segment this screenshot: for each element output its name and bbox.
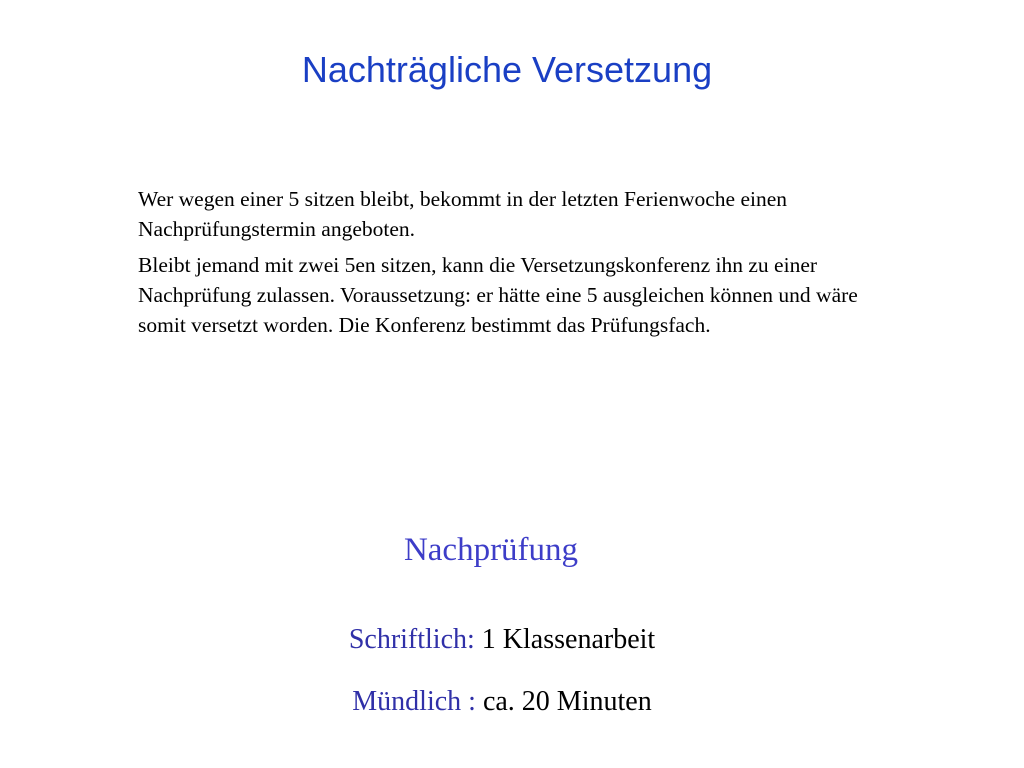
subheading-nachpruefung: Nachprüfung <box>403 532 579 568</box>
body-text <box>138 184 898 346</box>
exam-written-label: Schriftlich: <box>348 624 482 655</box>
exam-oral-line <box>0 684 1004 720</box>
exam-written-line <box>0 622 1004 658</box>
paragraph-two-fives: Bleibt jemand mit zwei 5en sitzen, kann die Versetzungskonferenz ihn zu einer Nachprüfung zulassen. Voraussetzung: er hätte eine 5 ausgleichen können und wäre somit versetzt worden. Die Konferenz bestimmt das Prüfungsfach. <box>138 253 858 337</box>
exam-written-value: 1 Klassenarbeit <box>481 624 656 655</box>
exam-oral-label: Mündlich : <box>352 686 483 717</box>
slide-title: Nachträgliche Versetzung <box>301 49 713 90</box>
paragraph-single-five: Wer wegen einer 5 sitzen bleibt, bekommt in der letzten Ferienwoche einen Nachprüfungstermin angeboten. <box>138 187 787 241</box>
exam-oral-value: ca. 20 Minuten <box>482 686 652 717</box>
